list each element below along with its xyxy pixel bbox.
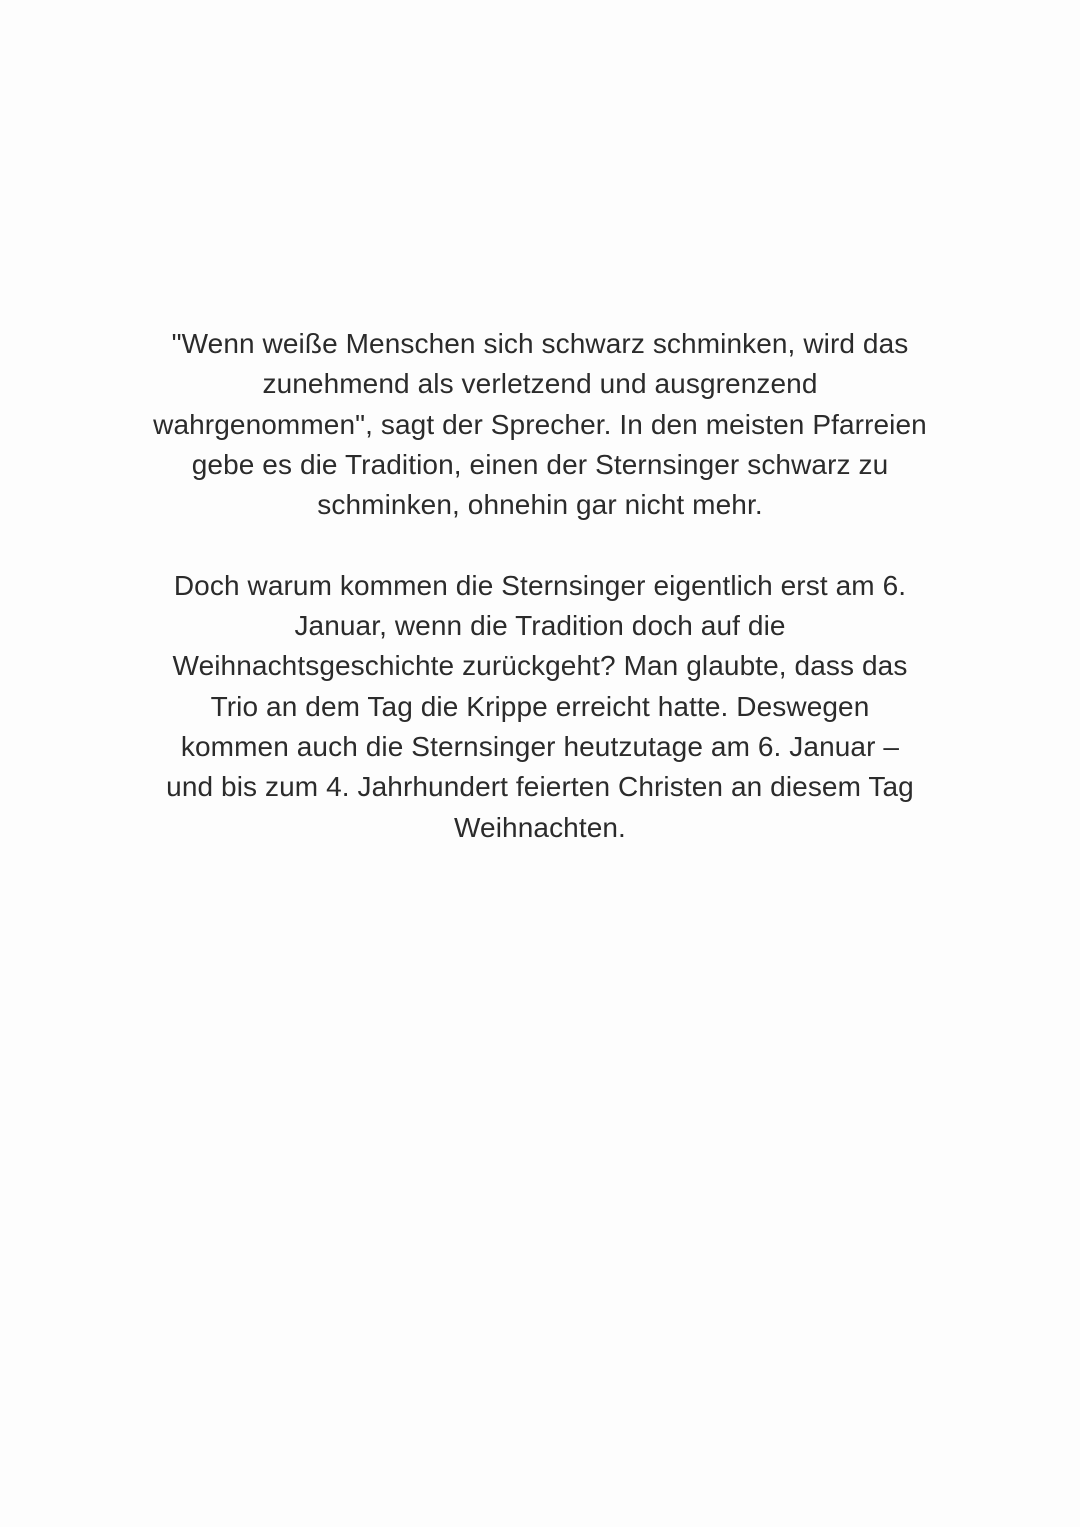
paragraph-line: und bis zum 4. Jahrhundert feierten Christen an diesem Tag: [166, 771, 914, 803]
paragraph-line: Weihnachtsgeschichte zurückgeht? Man glaubte, dass das: [172, 650, 908, 682]
paragraph-line: schminken, ohnehin gar nicht mehr.: [317, 489, 763, 521]
paragraph-line: gebe es die Tradition, einen der Sternsinger schwarz zu: [191, 448, 889, 480]
paragraph-line: kommen auch die Sternsinger heutzutage am 6. Januar –: [180, 730, 900, 762]
article-body: [120, 324, 960, 848]
paragraph-line: wahrgenommen", sagt der Sprecher. In den meisten Pfarreien: [153, 408, 927, 440]
paragraph-1: [120, 324, 960, 525]
paragraph-line: Januar, wenn die Tradition doch auf die: [294, 610, 786, 642]
paragraph-line: Trio an dem Tag die Krippe erreicht hatte. Deswegen: [210, 690, 870, 722]
paragraph-line: Weihnachten.: [454, 811, 626, 843]
paragraph-line: zunehmend als verletzend und ausgrenzend: [262, 368, 818, 400]
paragraph-line: "Wenn weiße Menschen sich schwarz schminken, wird das: [171, 328, 909, 359]
paragraph-2: [120, 566, 960, 848]
paragraph-line: Doch warum kommen die Sternsinger eigentlich erst am 6.: [173, 569, 907, 601]
